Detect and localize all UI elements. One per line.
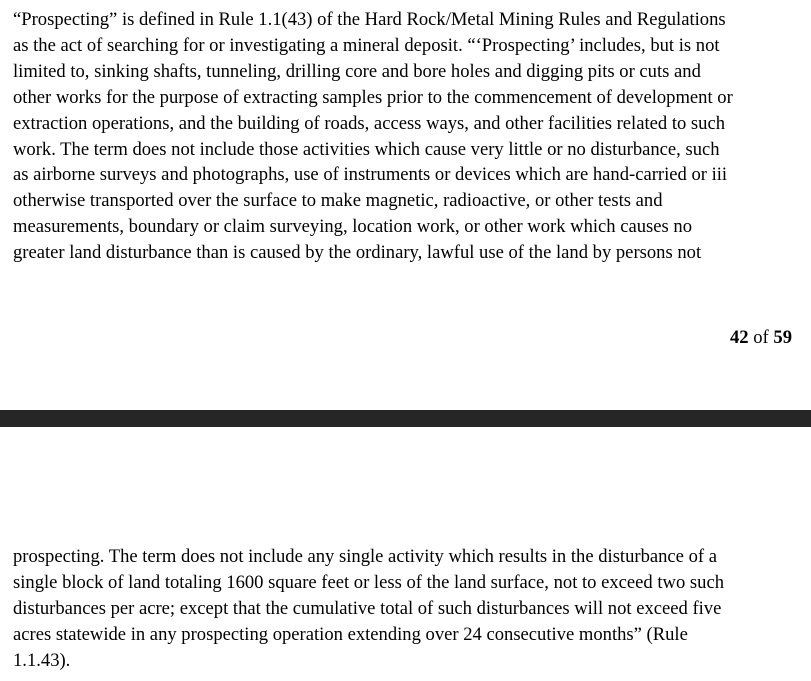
text-line: “Prospecting” is defined in Rule 1.1(43) of the Hard Rock/Metal Mining Rules and Regulations xyxy=(13,9,726,30)
text-line: disturbances per acre; except that the cumulative total of such disturbances will not exceed five xyxy=(13,597,722,619)
page-42-body-text xyxy=(13,7,803,266)
text-line: as airborne surveys and photographs, use of instruments or devices which are hand-carried or iii xyxy=(13,164,728,186)
page-number-footer xyxy=(730,326,792,350)
text-line: as the act of searching for or investigating a mineral deposit. “‘Prospecting’ includes, but is not xyxy=(13,34,720,56)
page-43 xyxy=(0,427,811,681)
page-number-separator: of xyxy=(753,327,769,348)
text-line: 1.1.43). xyxy=(13,649,71,671)
text-line: other works for the purpose of extracting samples prior to the commencement of development or xyxy=(13,86,733,108)
page-separator xyxy=(0,410,811,427)
text-line: prospecting. The term does not include any single activity which results in the disturbance of a xyxy=(13,546,717,567)
total-page-count: 59 xyxy=(773,327,792,348)
text-line: greater land disturbance than is caused by the ordinary, lawful use of the land by persons not xyxy=(13,242,702,264)
text-line: acres statewide in any prospecting operation extending over 24 consecutive months” (Rule xyxy=(13,623,688,645)
text-line: otherwise transported over the surface to make magnetic, radioactive, or other tests and xyxy=(13,190,663,212)
current-page-number: 42 xyxy=(730,327,749,348)
text-line: single block of land totaling 1600 square feet or less of the land surface, not to exceed two such xyxy=(13,571,725,593)
page-43-body-text xyxy=(13,544,803,674)
text-line: extraction operations, and the building of roads, access ways, and other facilities related to such xyxy=(13,112,726,134)
text-line: work. The term does not include those activities which cause very little or no disturbance, such xyxy=(13,138,720,160)
text-line: limited to, sinking shafts, tunneling, drilling core and bore holes and digging pits or cuts and xyxy=(13,60,701,82)
text-line: measurements, boundary or claim surveying, location work, or other work which causes no xyxy=(13,216,693,238)
